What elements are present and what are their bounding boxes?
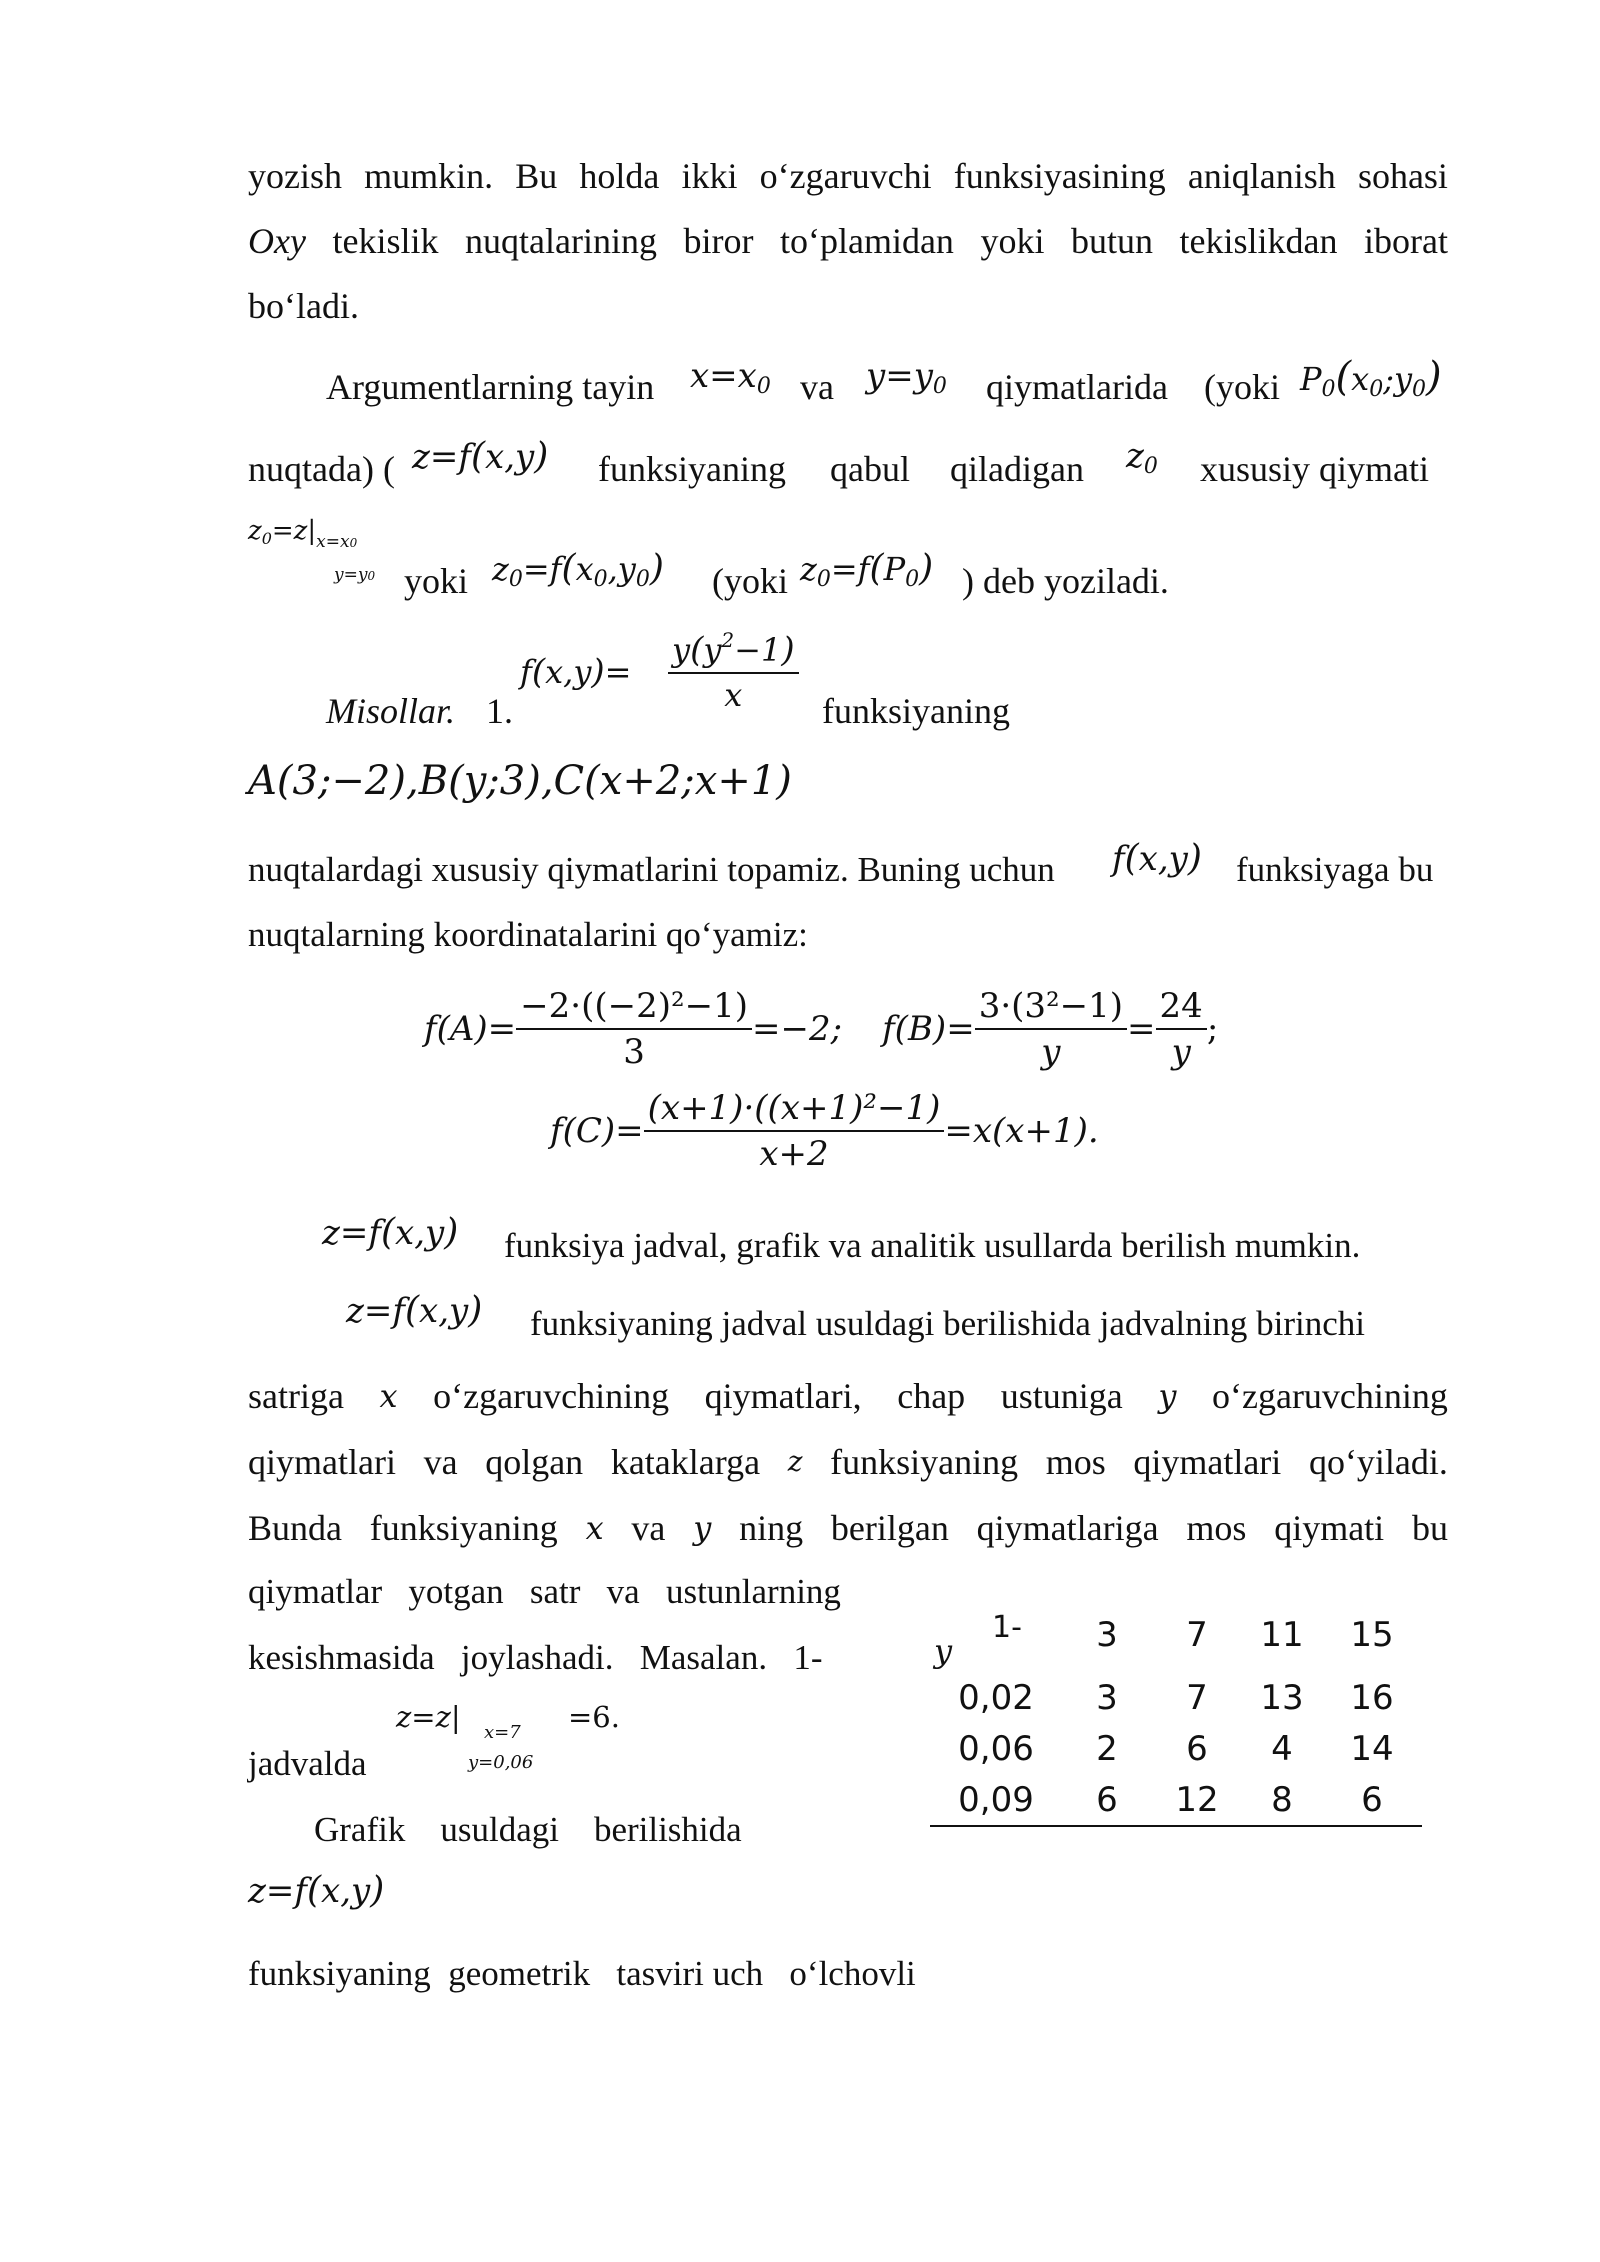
math-fraction: $\frac{y(y^2-1)}{x}$ xyxy=(668,628,799,714)
text: funksiyaning geometrik tasviri uch o‘lchovli xyxy=(248,1954,916,1993)
table-header-cell: 3 xyxy=(1096,1615,1118,1655)
word: iborat xyxy=(1364,221,1448,261)
text: qiymatlarida xyxy=(986,367,1168,407)
formula-fc xyxy=(550,1088,1099,1174)
fb-equals: = xyxy=(1127,1009,1156,1049)
fb-denominator: y xyxy=(1041,1032,1061,1072)
math-y-eq-y0: $y=y_0$ xyxy=(866,356,947,399)
word: tekislikdan xyxy=(1179,221,1338,261)
fb-left: f(B)= xyxy=(882,1009,975,1049)
word: mos xyxy=(1045,1442,1106,1482)
fb-numerator: 3·(3²−1) xyxy=(975,986,1127,1030)
word: ustuniga xyxy=(1000,1376,1123,1416)
table-cell: 13 xyxy=(1260,1677,1304,1718)
table-cell: 6 xyxy=(1322,1774,1422,1826)
math-point-p0: $P_0(x_0;y_0)$ xyxy=(1300,354,1442,402)
text: funksiyaning xyxy=(822,691,1010,731)
math-z-f-xy: z=f(x,y) xyxy=(412,436,549,477)
word: to‘plamidan xyxy=(779,221,954,261)
paragraph-line: bo‘ladi. xyxy=(248,286,359,326)
math-z0: $z_0$ xyxy=(1126,436,1158,479)
word: butun xyxy=(1070,221,1153,261)
word: yoki xyxy=(980,221,1045,261)
var-y: y xyxy=(1158,1377,1177,1415)
table-header-cell: 15 xyxy=(1350,1615,1394,1655)
text: kesishmasida joylashadi. Masalan. 1- xyxy=(248,1638,823,1677)
fb-end: ; xyxy=(1206,1009,1219,1049)
text: nuqtada) ( xyxy=(248,449,395,489)
word: sohasi xyxy=(1357,156,1448,196)
word: qiymati xyxy=(1274,1508,1385,1548)
word: holda xyxy=(579,156,660,196)
paragraph-line xyxy=(248,1506,1448,1550)
word: ikki xyxy=(681,156,738,196)
word: nuqtalarining xyxy=(465,221,657,261)
text: qabul xyxy=(830,449,910,489)
table-row xyxy=(930,1774,1422,1826)
table-row-label: 0,09 xyxy=(930,1774,1062,1826)
fc-denominator: x+2 xyxy=(759,1134,829,1174)
text: jadvalda xyxy=(248,1744,367,1783)
text: yoki xyxy=(404,561,469,601)
word: Bu xyxy=(515,156,558,196)
text: nuqtalarning koordinatalarini qo‘yamiz: xyxy=(248,915,808,954)
math-z0-eval: $z0=z|_{x=x0}$ xyxy=(248,516,358,552)
var-x: x xyxy=(379,1377,398,1415)
math-f-xy: f(x,y)= xyxy=(520,652,632,692)
table-cell: 12 xyxy=(1152,1774,1242,1826)
var-x: x xyxy=(585,1509,604,1547)
word: ning xyxy=(739,1508,804,1548)
text: Argumentlarning tayin xyxy=(326,367,655,407)
text: (yoki xyxy=(1204,367,1280,407)
fc-numerator: (x+1)·((x+1)²−1) xyxy=(644,1088,945,1132)
word: mumkin. xyxy=(364,156,494,196)
table-row xyxy=(930,1723,1422,1774)
word: kataklarga xyxy=(610,1442,761,1482)
text: xususiy qiymati xyxy=(1200,449,1430,489)
text: qiymatlar yotgan satr va ustunlarning xyxy=(248,1572,841,1611)
table-cell: 8 xyxy=(1242,1774,1322,1826)
fa-numerator: −2·((−2)²−1) xyxy=(516,986,752,1030)
paragraph-line xyxy=(248,1374,1448,1418)
fb-numerator-2: 24 xyxy=(1156,986,1207,1030)
math-z0-f-p0: $z_0=f(P_0)$ xyxy=(800,548,934,592)
paragraph-line xyxy=(248,219,1448,263)
word: satriga xyxy=(248,1376,344,1416)
var-y: y xyxy=(934,1632,953,1670)
fa-result: =−2; xyxy=(752,1009,843,1049)
var-y: y xyxy=(693,1509,712,1547)
word: chap xyxy=(897,1376,966,1416)
table-cell: 16 xyxy=(1350,1677,1394,1718)
word: qo‘yiladi. xyxy=(1308,1442,1448,1482)
text: ) deb yoziladi. xyxy=(962,561,1169,601)
math-x-eq-x0: $x=x_0$ xyxy=(690,356,771,399)
table-cell: 14 xyxy=(1350,1728,1394,1769)
math-x-sub: x=7 xyxy=(484,1722,521,1743)
word: berilgan xyxy=(830,1508,949,1548)
var-z: z xyxy=(787,1445,803,1478)
math-z-f-xy: z=f(x,y) xyxy=(346,1290,483,1331)
text: Grafik usuldagi berilishida xyxy=(314,1810,742,1849)
word: mos xyxy=(1186,1508,1247,1548)
table-corner xyxy=(930,1598,1062,1672)
fc-result: =x(x+1). xyxy=(944,1111,1099,1151)
math-y-eq-y0-sub: y=y0 xyxy=(334,565,376,585)
table-row-label: 0,06 xyxy=(958,1728,1034,1769)
math-z-f-xy: z=f(x,y) xyxy=(322,1212,459,1253)
word: funksiyasining xyxy=(953,156,1166,196)
word: qiymatlari xyxy=(1133,1442,1282,1482)
word: o‘zgaruvchining xyxy=(1212,1376,1448,1416)
word: bu xyxy=(1411,1508,1448,1548)
table-number: 1- xyxy=(992,1610,1022,1645)
table-cell: 3 xyxy=(1096,1677,1118,1718)
text: funksiyaning xyxy=(598,449,786,489)
word: Bunda xyxy=(248,1508,342,1548)
table-cell: 4 xyxy=(1271,1728,1293,1769)
table-cell: 7 xyxy=(1186,1677,1208,1718)
word: o‘zgaruvchining xyxy=(433,1376,670,1416)
word: o‘zgaruvchi xyxy=(759,156,932,196)
text: nuqtalardagi xususiy qiymatlarini topamiz. Buning uchun xyxy=(248,850,1055,889)
value-table xyxy=(930,1598,1422,1827)
fc-left: f(C)= xyxy=(550,1111,644,1151)
table-row-label: 0,02 xyxy=(958,1677,1034,1718)
word: tekislik xyxy=(332,221,439,261)
word: qiymatlari xyxy=(248,1442,396,1482)
plane-name: Oxy xyxy=(248,221,306,261)
table-cell: 2 xyxy=(1096,1728,1118,1769)
word: qolgan xyxy=(485,1442,584,1482)
text: va xyxy=(800,367,834,407)
word: qiymatlariga xyxy=(976,1508,1159,1548)
text: funksiyaning jadval usuldagi berilishida jadvalning birinchi xyxy=(530,1304,1365,1343)
word: yozish xyxy=(248,156,342,196)
math-result: =6. xyxy=(568,1700,620,1734)
paragraph-line xyxy=(248,154,1448,198)
word: va xyxy=(631,1508,666,1548)
word: funksiyaning xyxy=(369,1508,558,1548)
word: va xyxy=(423,1442,458,1482)
text: funksiya jadval, grafik va analitik usullarda berilish mumkin. xyxy=(504,1226,1361,1265)
fa-denominator: 3 xyxy=(623,1032,645,1072)
word: qiymatlari, xyxy=(704,1376,862,1416)
word: funksiyaning xyxy=(830,1442,1019,1482)
math-z-f-xy: z=f(x,y) xyxy=(248,1870,385,1911)
table-row xyxy=(930,1672,1422,1723)
word: aniqlanish xyxy=(1187,156,1336,196)
table-header-cell: 7 xyxy=(1186,1615,1208,1655)
table-header-cell: 11 xyxy=(1260,1615,1304,1655)
example-number: 1. xyxy=(486,691,513,731)
math-y-sub: y=0,06 xyxy=(468,1752,534,1773)
table-header-row xyxy=(930,1598,1422,1672)
math-f-xy-inline: f(x,y) xyxy=(1112,838,1202,879)
table-cell: 6 xyxy=(1186,1728,1208,1769)
math-z-eval: z=z| xyxy=(396,1700,461,1734)
math-points: A(3;−2),B(y;3),C(x+2;x+1) xyxy=(248,758,792,804)
formula-fa-fb xyxy=(424,986,1218,1072)
text: qiladigan xyxy=(950,449,1084,489)
text: (yoki xyxy=(712,561,788,601)
example-label: Misollar. xyxy=(326,691,456,731)
fb-denominator-2: y xyxy=(1171,1032,1191,1072)
text: funksiyaga bu xyxy=(1236,850,1434,889)
table-cell: 6 xyxy=(1062,1774,1152,1826)
paragraph-line xyxy=(248,1440,1448,1484)
math-z0-f-x0y0: $z_0=f(x_0,y_0)$ xyxy=(492,548,664,592)
word: biror xyxy=(683,221,754,261)
fa-left: f(A)= xyxy=(424,1009,517,1049)
